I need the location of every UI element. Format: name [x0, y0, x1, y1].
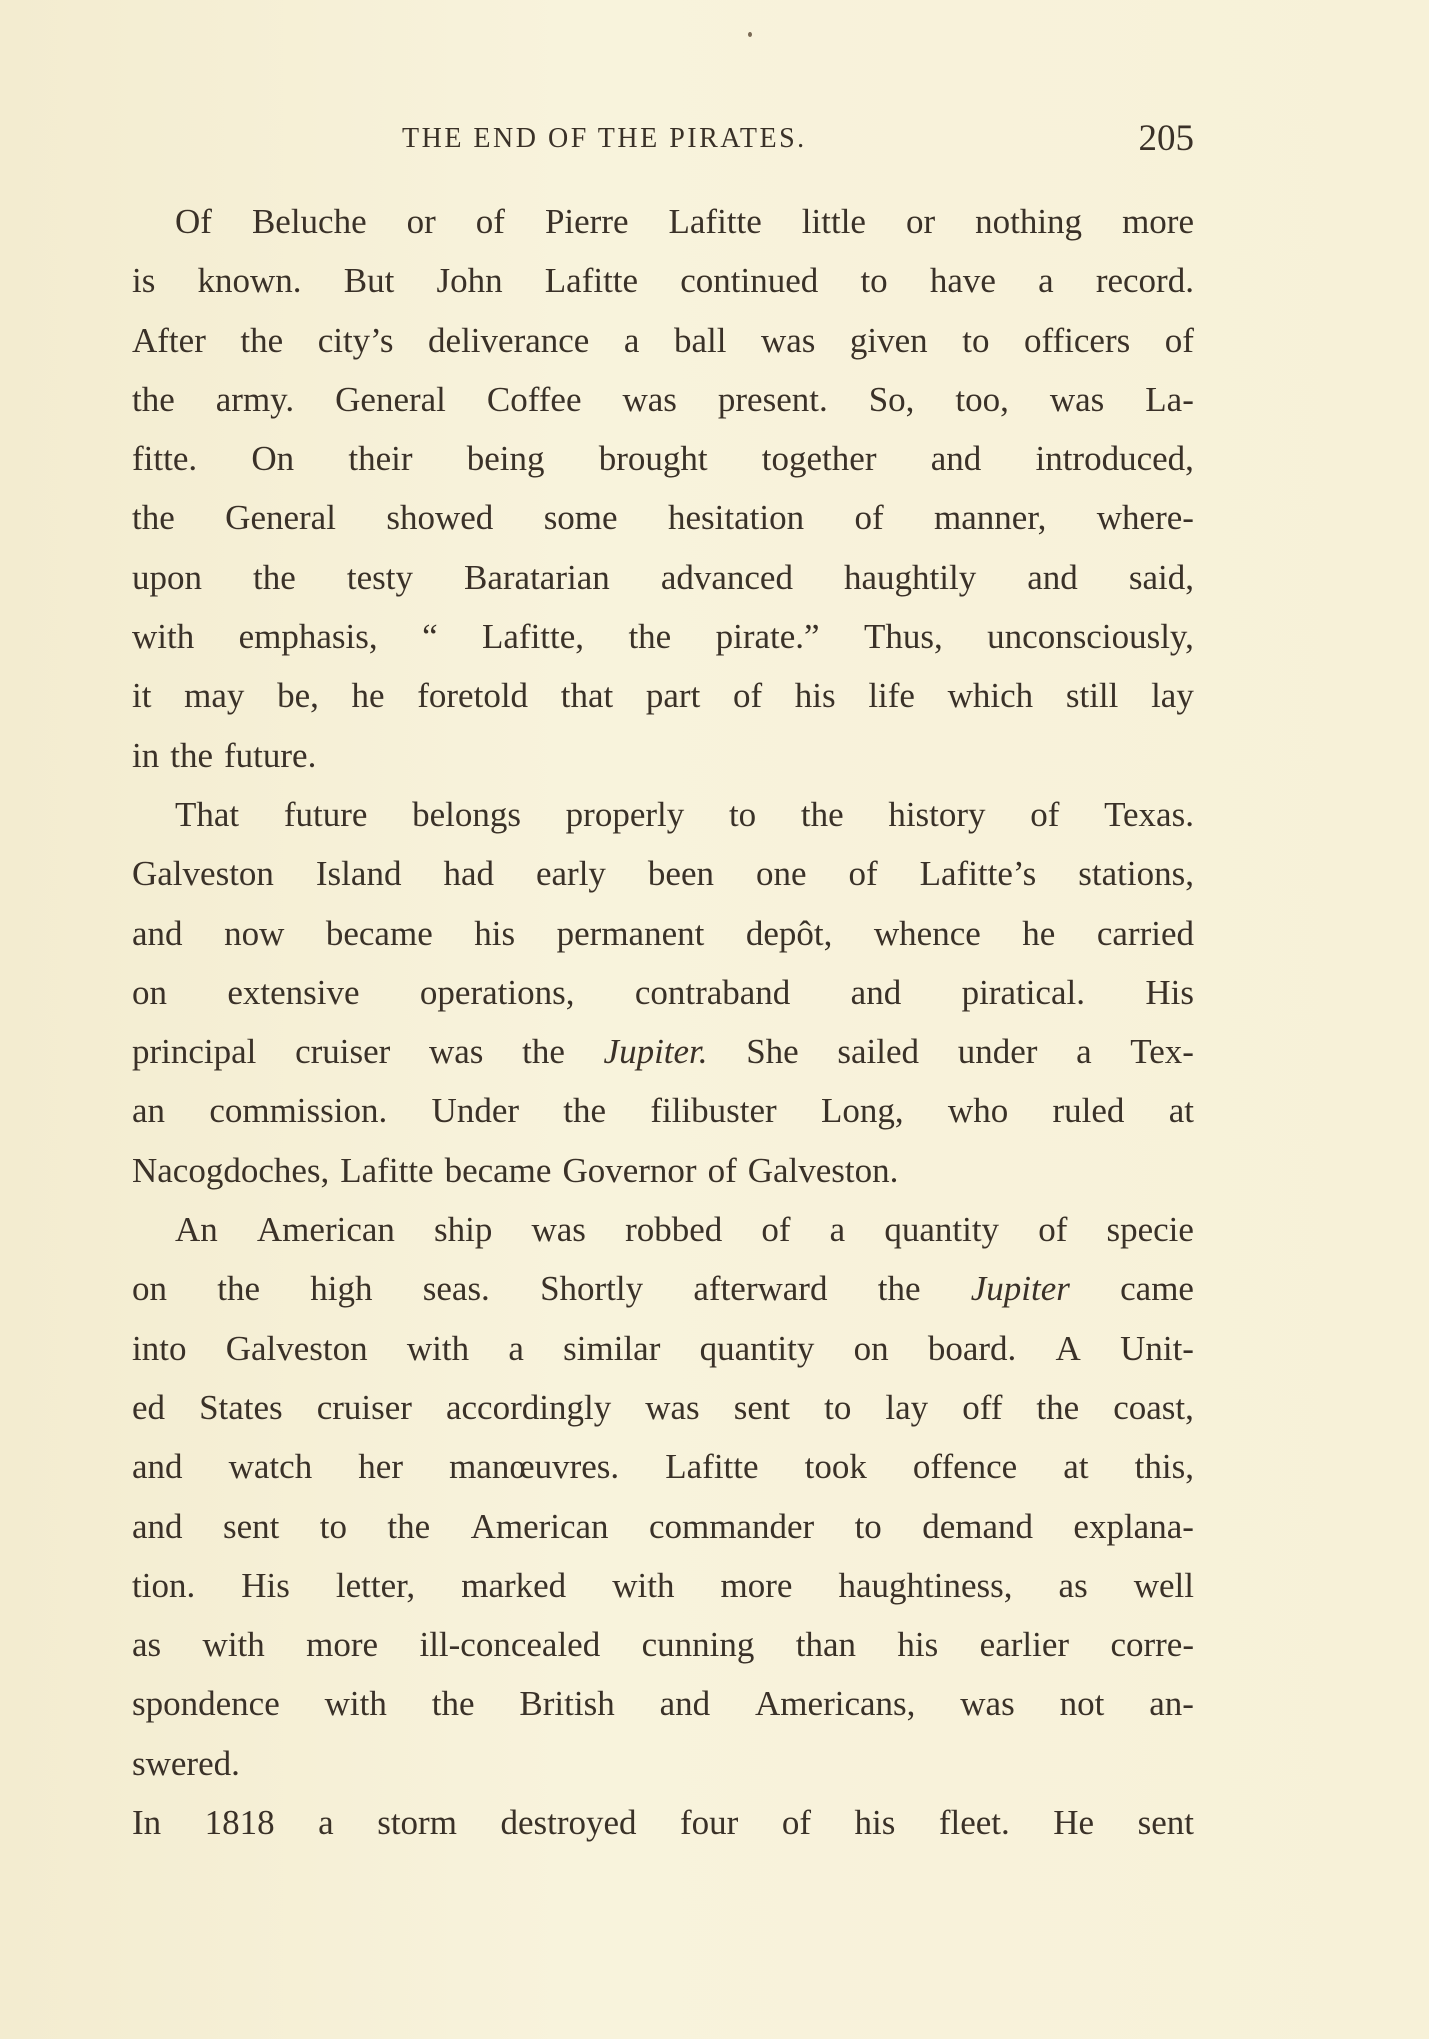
text-line — [132, 1497, 1194, 1556]
word: where- — [1096, 498, 1194, 538]
word: cruiser — [295, 1032, 391, 1072]
text-line — [132, 904, 1194, 963]
text-line — [132, 1141, 1194, 1200]
word: or — [905, 202, 936, 241]
word: army. — [215, 379, 295, 419]
word: her — [358, 1447, 403, 1487]
text-line — [132, 429, 1194, 488]
word: specie — [1106, 1210, 1194, 1250]
word: Lafitte’s — [919, 854, 1037, 894]
word: city’s — [317, 320, 394, 360]
word: and — [132, 1447, 183, 1487]
word: officers — [1023, 320, 1131, 360]
word: Beluche — [251, 202, 367, 241]
word: and — [1027, 557, 1078, 597]
word: he — [351, 676, 385, 716]
word: was — [622, 379, 677, 419]
word: at — [1063, 1447, 1089, 1487]
word: That — [175, 794, 240, 834]
word: known. — [197, 261, 302, 301]
word: Long, — [821, 1091, 904, 1131]
word: coast, — [1113, 1387, 1194, 1427]
word: a — [829, 1210, 846, 1250]
word: British — [519, 1684, 615, 1724]
word: seas. — [422, 1269, 490, 1309]
word: not — [1059, 1684, 1105, 1724]
word: to — [319, 1506, 347, 1546]
word: States — [199, 1387, 283, 1427]
word: operations, — [419, 972, 575, 1012]
word: depôt, — [745, 913, 833, 953]
word: took — [804, 1447, 867, 1487]
word: the — [877, 1269, 921, 1309]
word: destroyed — [500, 1803, 637, 1843]
word: may — [184, 676, 245, 716]
word: She — [746, 1032, 799, 1072]
word: a — [508, 1328, 524, 1368]
word: the — [522, 1032, 565, 1072]
word: the — [563, 1091, 607, 1131]
word: of — [761, 1210, 791, 1250]
word: earlier — [979, 1625, 1070, 1665]
word: Galveston. — [747, 1150, 899, 1190]
word: swered. — [132, 1743, 240, 1783]
word: quantity — [699, 1328, 815, 1368]
word: hesitation — [667, 498, 805, 538]
word: On — [251, 439, 295, 479]
word: “ — [422, 617, 438, 657]
word: 1818 — [204, 1803, 275, 1843]
text-line — [132, 192, 1194, 251]
word: be, — [277, 676, 319, 716]
word: Of — [175, 202, 212, 241]
word: to — [728, 794, 757, 834]
word: together — [761, 439, 877, 479]
word: Lafitte — [340, 1150, 434, 1190]
word: Nacogdoches, — [132, 1150, 330, 1190]
word: the — [217, 1269, 261, 1309]
word: more — [1122, 202, 1194, 241]
word: robbed — [625, 1210, 723, 1250]
word: more — [720, 1565, 793, 1605]
word: this, — [1134, 1447, 1194, 1487]
word: belongs — [412, 794, 521, 834]
text-line — [132, 1793, 1194, 1852]
word: was — [960, 1684, 1015, 1724]
word: properly — [565, 794, 685, 834]
word: with — [132, 617, 195, 657]
word: haughtily — [844, 557, 977, 597]
word: Jupiter — [970, 1269, 1070, 1309]
word: sent — [1137, 1803, 1194, 1843]
word: the — [387, 1506, 431, 1546]
word: cunning — [641, 1625, 755, 1665]
word: came — [1120, 1269, 1194, 1309]
word: some — [543, 498, 618, 538]
page-number: 205 — [1138, 118, 1194, 159]
word: nothing — [975, 202, 1083, 241]
word: or — [406, 202, 436, 241]
word: it — [132, 676, 152, 716]
word: to — [854, 1506, 882, 1546]
word: sent — [222, 1506, 280, 1546]
word: his — [897, 1625, 939, 1665]
word: of — [781, 1803, 811, 1843]
word: under — [957, 1032, 1038, 1072]
word: tion. — [132, 1565, 196, 1605]
word: showed — [386, 498, 494, 538]
word: who — [947, 1091, 1009, 1131]
word: off — [962, 1387, 1003, 1427]
word: sent — [733, 1387, 791, 1427]
word: ruled — [1052, 1091, 1125, 1131]
word: little — [801, 202, 866, 241]
word: offence — [912, 1447, 1018, 1487]
word: His — [241, 1565, 290, 1605]
word: given — [849, 320, 928, 360]
text-line — [132, 1319, 1194, 1378]
word: explana- — [1073, 1506, 1194, 1546]
text-line — [132, 726, 1194, 785]
word: Thus, — [864, 617, 943, 657]
word: life — [868, 676, 915, 716]
word: Coffee — [486, 379, 582, 419]
word: filibuster — [650, 1091, 777, 1131]
word: and — [132, 913, 183, 953]
word: Baratarian — [464, 557, 610, 597]
word: said, — [1128, 557, 1194, 597]
word: with — [202, 1625, 265, 1665]
word: on — [132, 1269, 167, 1309]
word: ed — [132, 1387, 166, 1427]
text-line — [132, 1081, 1194, 1140]
word: American — [256, 1210, 395, 1250]
word: and — [132, 1506, 183, 1546]
word: that — [560, 676, 614, 716]
word: the — [132, 379, 175, 419]
word: Governor — [562, 1150, 697, 1190]
word: pirate.” — [715, 617, 820, 657]
word: the — [170, 735, 213, 775]
word: accordingly — [445, 1387, 612, 1427]
text-line — [132, 1259, 1194, 1318]
word: A — [1055, 1328, 1081, 1368]
word: to — [824, 1387, 852, 1427]
word: upon — [132, 557, 202, 597]
word: afterward — [693, 1269, 828, 1309]
word: more — [306, 1625, 379, 1665]
word: was — [1049, 379, 1105, 419]
word: now — [224, 913, 285, 953]
word: demand — [922, 1506, 1034, 1546]
text-line — [132, 844, 1194, 903]
word: whence — [873, 913, 981, 953]
text-line — [132, 548, 1194, 607]
word: well — [1133, 1565, 1194, 1605]
text-line — [132, 666, 1194, 725]
word: a — [1038, 261, 1054, 301]
word: the — [1036, 1387, 1080, 1427]
word: was — [760, 320, 816, 360]
text-line — [132, 1437, 1194, 1496]
word: introduced, — [1035, 439, 1194, 479]
word: letter, — [335, 1565, 416, 1605]
word: is — [132, 261, 156, 301]
word: similar — [563, 1328, 661, 1368]
word: his — [474, 913, 516, 953]
word: was — [428, 1032, 484, 1072]
word: He — [1053, 1803, 1095, 1843]
word: Jupiter. — [603, 1032, 708, 1072]
word: became — [444, 1150, 552, 1190]
text-line — [132, 488, 1194, 547]
word: an — [132, 1091, 166, 1131]
word: Galveston — [225, 1328, 368, 1368]
word: the — [431, 1684, 475, 1724]
word: Tex- — [1130, 1032, 1194, 1072]
word: future — [283, 794, 368, 834]
text-line — [132, 1378, 1194, 1437]
word: watch — [228, 1447, 313, 1487]
text-line — [132, 1615, 1194, 1674]
word: Lafitte, — [482, 617, 585, 657]
running-title: THE END OF THE PIRATES. — [402, 123, 807, 154]
text-line — [132, 607, 1194, 666]
text-line — [132, 963, 1194, 1022]
word: After — [132, 320, 206, 360]
word: board. — [927, 1328, 1017, 1368]
word: into — [132, 1328, 187, 1368]
word: stations, — [1078, 854, 1194, 894]
word: Island — [315, 854, 402, 894]
word: Lafitte — [544, 261, 639, 301]
word: manner, — [934, 498, 1047, 538]
text-line — [132, 1022, 1194, 1081]
word: marked — [461, 1565, 567, 1605]
word: record. — [1095, 261, 1194, 301]
word: La- — [1145, 379, 1194, 419]
text-line — [132, 251, 1194, 310]
word: than — [795, 1625, 857, 1665]
word: ship — [434, 1210, 493, 1250]
word: John — [436, 261, 503, 301]
word: permanent — [556, 913, 705, 953]
word: his — [794, 676, 836, 716]
word: and — [850, 972, 902, 1012]
word: extensive — [227, 972, 360, 1012]
word: their — [348, 439, 413, 479]
word: Americans, — [755, 1684, 916, 1724]
word: Lafitte — [668, 202, 762, 241]
word: in — [132, 735, 160, 775]
word: quantity — [884, 1210, 1000, 1250]
word: still — [1065, 676, 1119, 716]
word: So, — [868, 379, 915, 419]
word: In — [132, 1803, 162, 1843]
word: General — [335, 379, 446, 419]
word: ball — [673, 320, 727, 360]
word: lay — [1151, 676, 1194, 716]
word: on — [853, 1328, 889, 1368]
word: Under — [431, 1091, 520, 1131]
word: with — [612, 1565, 675, 1605]
word: as — [1058, 1565, 1088, 1605]
word: unconsciously, — [987, 617, 1194, 657]
word: deliverance — [428, 320, 590, 360]
word: at — [1168, 1091, 1194, 1131]
word: storm — [377, 1803, 457, 1843]
word: high — [310, 1269, 373, 1309]
word: General — [225, 498, 336, 538]
word: lay — [885, 1387, 929, 1427]
word: Unit- — [1120, 1328, 1194, 1368]
word: and — [930, 439, 982, 479]
word: as — [132, 1625, 162, 1665]
word: Lafitte — [665, 1447, 759, 1487]
word: sailed — [837, 1032, 920, 1072]
word: to — [860, 261, 888, 301]
running-head — [132, 117, 1194, 167]
word: the — [132, 498, 175, 538]
word: the — [240, 320, 284, 360]
word: But — [343, 261, 395, 301]
word: contraband — [634, 972, 791, 1012]
word: of — [854, 498, 884, 538]
word: part — [645, 676, 701, 716]
word: Galveston — [132, 854, 274, 894]
text-line — [132, 1200, 1194, 1259]
word: the — [628, 617, 672, 657]
word: a — [623, 320, 640, 360]
word: piratical. — [961, 972, 1085, 1012]
word: continued — [680, 261, 819, 301]
word: had — [443, 854, 494, 894]
word: fitte. — [132, 439, 198, 479]
word: being — [466, 439, 545, 479]
word: Texas. — [1104, 794, 1194, 834]
word: fleet. — [938, 1803, 1010, 1843]
word: foretold — [417, 676, 529, 716]
word: of — [1030, 794, 1060, 834]
word: with — [406, 1328, 470, 1368]
word: his — [854, 1803, 896, 1843]
body-text — [132, 192, 1194, 1852]
word: of — [1038, 1210, 1068, 1250]
word: history — [888, 794, 986, 834]
word: early — [535, 854, 606, 894]
word: advanced — [660, 557, 793, 597]
word: manœuvres. — [449, 1447, 620, 1487]
word: testy — [346, 557, 413, 597]
word: Shortly — [540, 1269, 644, 1309]
word: the — [253, 557, 296, 597]
word: of — [707, 1150, 737, 1190]
word: of — [475, 202, 505, 241]
word: and — [659, 1684, 711, 1724]
word: haughtiness, — [838, 1565, 1013, 1605]
text-line — [132, 1556, 1194, 1615]
word: cruiser — [316, 1387, 412, 1427]
word: present. — [717, 379, 828, 419]
word: ill-concealed — [419, 1625, 601, 1665]
word: which — [947, 676, 1034, 716]
word: American — [470, 1506, 609, 1546]
word: he — [1022, 913, 1056, 953]
word: been — [647, 854, 714, 894]
word: became — [325, 913, 433, 953]
word: His — [1145, 972, 1194, 1012]
word: emphasis, — [238, 617, 378, 657]
word: brought — [598, 439, 708, 479]
word: too, — [955, 379, 1009, 419]
word: of — [1164, 320, 1194, 360]
word: corre- — [1110, 1625, 1194, 1665]
word: a — [1076, 1032, 1092, 1072]
word: have — [929, 261, 996, 301]
word: An — [175, 1210, 218, 1250]
text-line — [132, 311, 1194, 370]
word: spondence — [132, 1684, 280, 1724]
word: on — [132, 972, 167, 1012]
word: of — [732, 676, 763, 716]
word: carried — [1096, 913, 1194, 953]
word: Pierre — [544, 202, 629, 241]
text-line — [132, 1674, 1194, 1733]
word: an- — [1149, 1684, 1194, 1724]
print-speck — [748, 32, 752, 37]
word: principal — [132, 1032, 257, 1072]
word: was — [645, 1387, 700, 1427]
word: with — [324, 1684, 387, 1724]
text-line — [132, 1734, 1194, 1793]
word: commander — [648, 1506, 815, 1546]
text-line — [132, 370, 1194, 429]
word: future. — [224, 735, 317, 775]
word: to — [962, 320, 990, 360]
text-line — [132, 785, 1194, 844]
word: the — [800, 794, 844, 834]
word: was — [531, 1210, 586, 1250]
word: one — [755, 854, 807, 894]
word: of — [848, 854, 878, 894]
word: four — [680, 1803, 739, 1843]
word: a — [318, 1803, 334, 1843]
word: commission. — [209, 1091, 388, 1131]
